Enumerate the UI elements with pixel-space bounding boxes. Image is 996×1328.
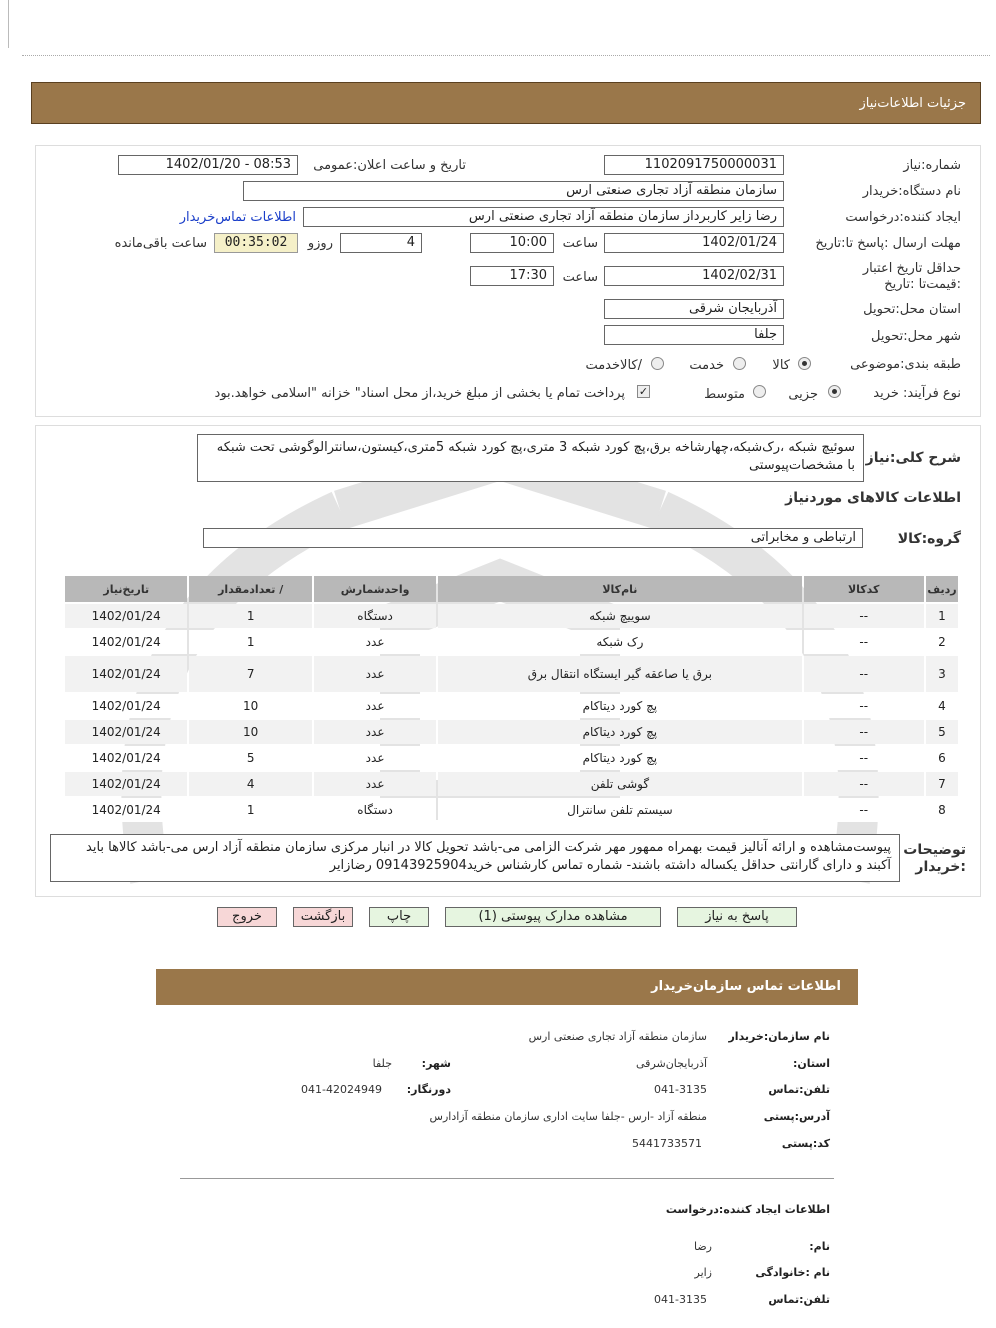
cell-date: 1402/01/24 bbox=[65, 656, 187, 692]
goods-info-label: اطلاعات کالاهای موردنیاز bbox=[785, 490, 961, 506]
deadline-date-field[interactable]: 1402/01/24 bbox=[604, 233, 784, 253]
contact-phone-label: تلفن:تماس bbox=[768, 1083, 830, 1096]
buyer-contact-link[interactable]: اطلاعات تماس‌خریدار bbox=[179, 210, 296, 225]
purchase-minor-label: جزیی bbox=[788, 387, 818, 402]
days-label: روزو bbox=[307, 236, 333, 251]
category-both-label: /کالاخدمت bbox=[585, 358, 642, 373]
cell-code: -- bbox=[804, 798, 924, 822]
back-button[interactable]: بازگشت bbox=[293, 907, 353, 927]
creator-family-label: نام :خانوادگی bbox=[755, 1266, 830, 1279]
col-name-header: نام‌کالا bbox=[438, 576, 801, 602]
group-field[interactable]: ارتباطی و مخابراتی bbox=[203, 528, 863, 548]
col-qty-header: / تعدادمقدار bbox=[189, 576, 311, 602]
cell-name: پچ کورد دیتاکام bbox=[438, 720, 801, 744]
contact-postal-label: کد:پستی bbox=[781, 1137, 830, 1150]
contact-phone-value: 041-3135 bbox=[654, 1083, 707, 1096]
remaining-label: ساعت باقی‌مانده bbox=[114, 236, 207, 251]
cell-name: پچ کورد دیتاکام bbox=[438, 746, 801, 770]
creator-name-value: رضا bbox=[693, 1240, 712, 1253]
group-label: گروه:کالا bbox=[897, 531, 961, 547]
creator-phone-value: 041-3135 bbox=[654, 1293, 707, 1306]
cell-date: 1402/01/24 bbox=[65, 720, 187, 744]
cell-name bbox=[438, 656, 801, 692]
table-row bbox=[65, 720, 958, 744]
category-both-radio[interactable] bbox=[651, 357, 664, 370]
cell-row: 3 bbox=[926, 656, 958, 692]
contact-address-label: آدرس:پستی bbox=[763, 1110, 830, 1123]
cell-qty: 10 bbox=[189, 720, 311, 744]
creator-label: ایجاد کننده:درخواست bbox=[845, 210, 961, 225]
notes-label: توضیحات :خریدار bbox=[903, 842, 966, 875]
cell-name: پچ کورد دیتاکام bbox=[438, 694, 801, 718]
category-goods-label: کالا bbox=[772, 358, 790, 373]
city-field[interactable]: جلفا bbox=[604, 325, 784, 345]
purchase-type-label: نوع فرآیند: خرید bbox=[873, 386, 961, 401]
creator-phone-label: تلفن:تماس bbox=[768, 1293, 830, 1306]
cell-row: 6 bbox=[926, 746, 958, 770]
goods-table bbox=[63, 574, 960, 824]
validity-time-label: ساعت bbox=[562, 270, 598, 285]
days-field[interactable]: 4 bbox=[340, 233, 422, 253]
cell-row: 4 bbox=[926, 694, 958, 718]
creator-field[interactable]: رضا زایر کاربرداز سازمان منطقه آزاد تجاری صنعتی ارس bbox=[303, 207, 784, 227]
table-row bbox=[65, 630, 958, 654]
table-row bbox=[65, 746, 958, 770]
cell-unit: عدد bbox=[314, 656, 436, 692]
cell-code: -- bbox=[804, 656, 924, 692]
province-label: استان محل:تحویل bbox=[863, 302, 961, 317]
category-service-label: خدمت bbox=[689, 358, 724, 373]
creator-info-title: اطلاعات ایجاد کننده:درخواست bbox=[665, 1203, 830, 1216]
cell-code: -- bbox=[804, 746, 924, 770]
contact-city-value: جلفا bbox=[372, 1057, 392, 1070]
cell-unit: عدد bbox=[314, 630, 436, 654]
table-row bbox=[65, 604, 958, 628]
description-field[interactable]: سوئیچ شبکه ،رک‌شبکه،چهارشاخه برق،پچ کورد شبکه 3 متری،پچ کورد شبکه 5متری،کیستون،سانترالوگوشی تحت شبکه با مشخصات‌پیوستی bbox=[197, 434, 864, 482]
contact-city-label: شهر: bbox=[421, 1057, 451, 1070]
col-unit-header: واحدشمارش bbox=[314, 576, 436, 602]
deadline-time-field[interactable]: 10:00 bbox=[470, 233, 554, 253]
cell-qty: 10 bbox=[189, 694, 311, 718]
cell-unit: عدد bbox=[314, 746, 436, 770]
col-row-header: ردیف bbox=[926, 576, 958, 602]
cell-code: -- bbox=[804, 630, 924, 654]
cell-qty: 1 bbox=[189, 630, 311, 654]
cell-unit: دستگاه bbox=[314, 798, 436, 822]
details-header-bar bbox=[31, 82, 981, 124]
cell-name-wrap: برق یا صاعقه گیر ایستگاه انتقال برق bbox=[527, 666, 712, 681]
cell-row: 5 bbox=[926, 720, 958, 744]
purchase-medium-radio[interactable] bbox=[753, 385, 766, 398]
creator-name-label: نام: bbox=[809, 1240, 830, 1253]
cell-qty: 4 bbox=[189, 772, 311, 796]
announce-field[interactable]: 1402/01/20 - 08:53 bbox=[118, 155, 298, 175]
top-divider bbox=[22, 55, 990, 56]
purchase-medium-label: متوسط bbox=[704, 387, 745, 402]
contact-divider bbox=[180, 1178, 834, 1179]
cell-date: 1402/01/24 bbox=[65, 604, 187, 628]
payment-note: پرداخت تمام یا بخشی از مبلغ خرید،از محل اسناد" خزانه "اسلامی خواهد.بود bbox=[214, 386, 625, 401]
table-row bbox=[65, 798, 958, 822]
table-row bbox=[65, 772, 958, 796]
cell-unit: عدد bbox=[314, 694, 436, 718]
need-number-label: شماره:نیاز bbox=[903, 158, 961, 173]
contact-province-label: استان: bbox=[793, 1057, 830, 1070]
contact-org-label: نام سازمان:خریدار bbox=[728, 1030, 830, 1043]
contact-postal-value: 5441733571 bbox=[632, 1137, 702, 1150]
announce-label: تاریخ و ساعت اعلان:عمومی bbox=[313, 158, 466, 173]
payment-checkbox[interactable]: ✓ bbox=[638, 385, 649, 398]
contact-header-title: اطلاعات تماس سازمان‌خریدار bbox=[651, 979, 841, 994]
attachments-button[interactable]: مشاهده مدارک پیوستی (1) bbox=[445, 907, 661, 927]
cell-row: 2 bbox=[926, 630, 958, 654]
description-label: شرح کلی:نیاز bbox=[865, 450, 961, 466]
need-number-field[interactable]: 1102091750000031 bbox=[604, 155, 784, 175]
notes-field[interactable]: پیوست‌مشاهده و ارائه آنالیز قیمت بهمراه ممهور مهر شرکت الزامی می-باشد تحویل کالا در انبار مرکزی سازمان منطقه آزاد ارس می-باشد کالاها باید آکبند و دارای گارانتی حداقل یکساله داشته باشند- شماره تماس کارشناس خرید09143925904 رضازایر bbox=[50, 834, 900, 882]
cell-unit: عدد bbox=[314, 772, 436, 796]
cell-date: 1402/01/24 bbox=[65, 630, 187, 654]
page-edge-line bbox=[8, 0, 9, 48]
print-button[interactable]: چاپ bbox=[369, 907, 429, 927]
buyer-org-label: نام دستگاه:خریدار bbox=[862, 184, 961, 199]
cell-qty: 5 bbox=[189, 746, 311, 770]
contact-province-value: آذربایجان‌شرقی bbox=[636, 1057, 707, 1070]
validity-time-field[interactable]: 17:30 bbox=[470, 266, 554, 286]
col-date-header: تاریخ‌نیاز bbox=[65, 576, 187, 602]
cell-name: سیستم تلفن سانترال bbox=[438, 798, 801, 822]
cell-qty: 7 bbox=[189, 656, 311, 692]
cell-code: -- bbox=[804, 694, 924, 718]
buyer-org-field[interactable]: سازمان منطقه آزاد تجاری صنعتی ارس bbox=[243, 181, 784, 201]
city-label: شهر محل:تحویل bbox=[871, 329, 961, 344]
contact-header-bar bbox=[156, 969, 858, 1005]
table-row bbox=[65, 656, 958, 692]
cell-unit: عدد bbox=[314, 720, 436, 744]
category-label: طبقه بندی:موضوعی bbox=[850, 357, 961, 372]
deadline-label: مهلت ارسال :پاسخ تا:تاریخ bbox=[815, 236, 961, 251]
countdown-timer: 00:35:02 bbox=[214, 233, 298, 253]
deadline-time-label: ساعت bbox=[562, 236, 598, 251]
contact-fax-label: دورنگار: bbox=[406, 1083, 451, 1096]
cell-date: 1402/01/24 bbox=[65, 772, 187, 796]
cell-date: 1402/01/24 bbox=[65, 746, 187, 770]
category-service-radio[interactable] bbox=[733, 357, 746, 370]
table-header-row bbox=[65, 576, 958, 602]
exit-button[interactable]: خروج bbox=[217, 907, 277, 927]
validity-label: حداقل تاریخ اعتبار :قیمت‌تا :تاریخ bbox=[862, 261, 961, 292]
cell-name: گوشی تلفن bbox=[438, 772, 801, 796]
details-header-title: جزئیات اطلاعات‌نیاز bbox=[859, 96, 966, 111]
creator-family-value: زایر bbox=[694, 1266, 712, 1279]
col-code-header: کدکالا bbox=[804, 576, 924, 602]
cell-row: 1 bbox=[926, 604, 958, 628]
cell-row: 7 bbox=[926, 772, 958, 796]
cell-name: رک شبکه bbox=[438, 630, 801, 654]
cell-date: 1402/01/24 bbox=[65, 694, 187, 718]
province-field[interactable]: آذربایجان شرقی bbox=[604, 299, 784, 319]
cell-name: سوییچ شبکه bbox=[438, 604, 801, 628]
contact-fax-value: 041-42024949 bbox=[301, 1083, 382, 1096]
cell-code: -- bbox=[804, 772, 924, 796]
purchase-minor-radio[interactable] bbox=[828, 385, 841, 398]
validity-date-field[interactable]: 1402/02/31 bbox=[604, 266, 784, 286]
table-row bbox=[65, 694, 958, 718]
cell-code: -- bbox=[804, 604, 924, 628]
contact-org-value: سازمان منطقه آزاد تجاری صنعتی ارس bbox=[528, 1030, 707, 1043]
contact-address-value: منطقه آزاد -ارس -جلفا سایت اداری سازمان منطقه آزادارس bbox=[429, 1110, 707, 1123]
category-goods-radio[interactable] bbox=[798, 357, 811, 370]
cell-qty: 1 bbox=[189, 604, 311, 628]
cell-qty: 1 bbox=[189, 798, 311, 822]
cell-code: -- bbox=[804, 720, 924, 744]
cell-date: 1402/01/24 bbox=[65, 798, 187, 822]
reply-button[interactable]: پاسخ به نیاز bbox=[677, 907, 797, 927]
cell-unit: دستگاه bbox=[314, 604, 436, 628]
cell-row: 8 bbox=[926, 798, 958, 822]
